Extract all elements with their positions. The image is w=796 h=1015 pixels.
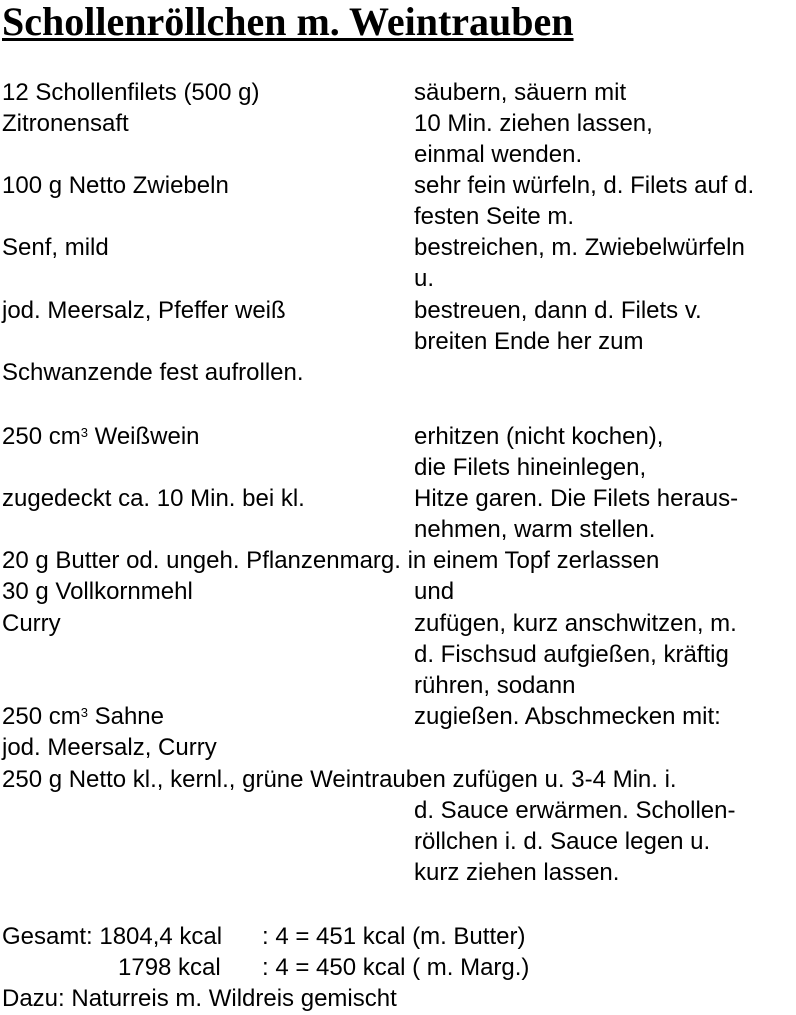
instruction-text: breiten Ende her zum [414,328,644,355]
instruction-text: festen Seite m. [414,203,575,230]
ingredient-curry: Curry [2,610,61,637]
ingredient-senf: Senf, mild [2,234,109,261]
ingredient-zwiebeln: 100 g Netto Zwiebeln [2,172,229,199]
instruction-left-text: zugedeckt ca. 10 Min. bei kl. [2,485,305,512]
instruction-text: u. [414,265,435,292]
ingredient-weintrauben: 250 g Netto kl., kernl., grüne Weintrauben zufügen u. 3-4 Min. i. [2,766,677,793]
ingredient-meersalz-pfeffer: jod. Meersalz, Pfeffer weiß [2,297,286,324]
instruction-text: säubern, säuern mit [414,79,627,106]
ingredient-name: Weißwein [87,423,200,450]
ingredient-sahne [2,701,164,732]
ingredient-zitronensaft: Zitronensaft [2,110,129,137]
kcal-total-marg: 1798 kcal [118,954,221,981]
instruction-text: 10 Min. ziehen lassen, [414,110,653,137]
ingredient-weisswein [2,421,200,452]
ingredient-name: Sahne [87,703,165,730]
instruction-full-line: Schwanzende fest aufrollen. [2,359,304,386]
kcal-total: Gesamt: 1804,4 kcal [2,923,223,950]
instruction-text: zugießen. Abschmecken mit: [414,703,721,730]
recipe-title: Schollenröllchen m. Weintrauben [2,0,574,44]
ingredient-vollkornmehl: 30 g Vollkornmehl [2,578,193,605]
instruction-text: Hitze garen. Die Filets heraus- [414,485,739,512]
kcal-per-portion-marg: : 4 = 450 kcal ( m. Marg.) [262,954,530,981]
instruction-text: röllchen i. d. Sauce legen u. [414,828,711,855]
instruction-text: bestreichen, m. Zwiebelwürfeln [414,234,745,261]
instruction-text: die Filets hineinlegen, [414,454,647,481]
instruction-text: d. Fischsud aufgießen, kräftig [414,641,729,668]
instruction-text: zufügen, kurz anschwitzen, m. [414,610,737,637]
amount-text: 250 cm [2,703,81,730]
instruction-text: kurz ziehen lassen. [414,859,620,886]
instruction-text: nehmen, warm stellen. [414,516,656,543]
kcal-per-portion-butter: : 4 = 451 kcal (m. Butter) [262,923,526,950]
instruction-text: einmal wenden. [414,141,583,168]
ingredient-seasoning: jod. Meersalz, Curry [2,734,217,761]
instruction-text: sehr fein würfeln, d. Filets auf d. [414,172,755,199]
instruction-text: d. Sauce erwärmen. Schollen- [414,797,736,824]
instruction-text: erhitzen (nicht kochen), [414,423,664,450]
serving-suggestion: Dazu: Naturreis m. Wildreis gemischt [2,985,397,1012]
ingredient-schollenfilets: 12 Schollenfilets (500 g) [2,79,260,106]
amount-text: 250 cm [2,423,81,450]
instruction-text: bestreuen, dann d. Filets v. [414,297,702,324]
ingredient-butter: 20 g Butter od. ungeh. Pflanzenmarg. in einem Topf zerlassen [2,547,660,574]
instruction-text: und [414,578,455,605]
superscript-text: 3 [80,704,88,720]
superscript-text: 3 [80,424,88,440]
instruction-text: rühren, sodann [414,672,576,699]
